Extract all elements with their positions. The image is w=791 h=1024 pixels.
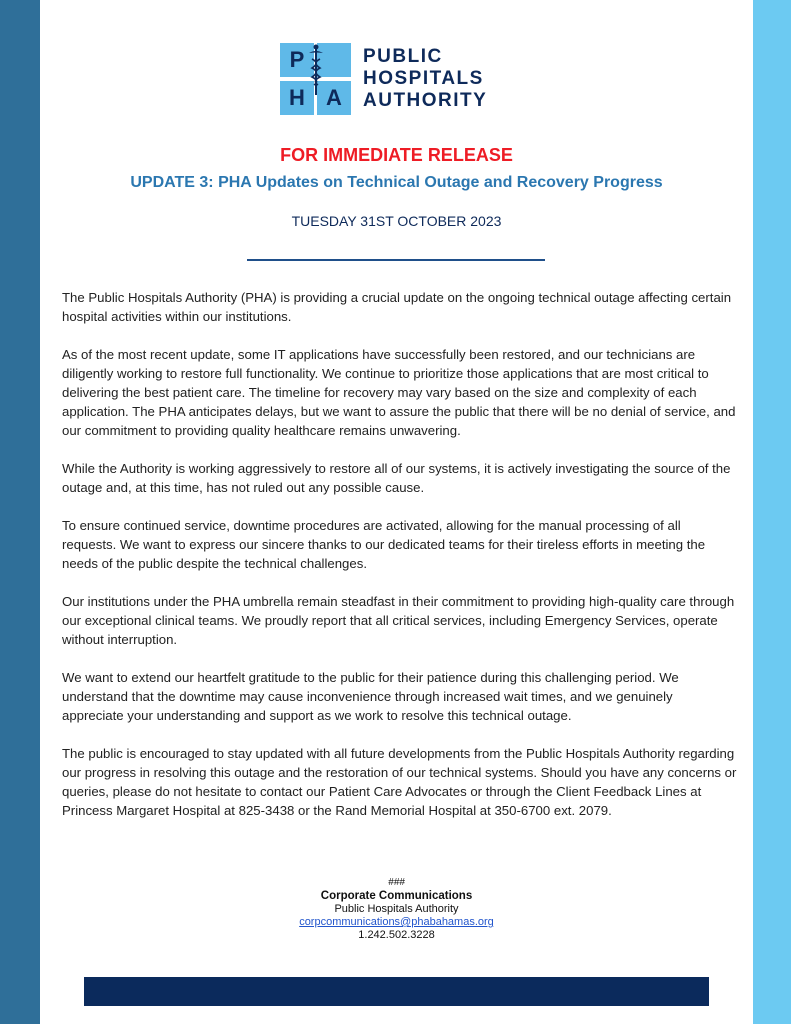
email-link[interactable]: corpcommunications@phabahamas.org <box>299 916 494 928</box>
logo-line-2: HOSPITALS <box>363 68 484 89</box>
pha-logo <box>280 43 580 116</box>
signature-block <box>40 876 753 942</box>
paragraph: The Public Hospitals Authority (PHA) is providing a crucial update on the ongoing technical outage affecting certain hospital activities within our institutions. <box>62 290 732 324</box>
press-release-page <box>40 0 753 1024</box>
end-marker: ### <box>388 877 405 888</box>
paragraph: The public is encouraged to stay updated with all future developments from the Public Hospitals Authority regarding our progress in resolving this outage and the restoration of our technical systems. Should you have any concerns or queries, please do not hesitate to contact our Patient Care Advocates or through the Client Feedback Lines at Princess Margaret Hospital at 825-3438 or the Rand Memorial Hospital at 350-6700 ext. 2079. <box>62 746 737 818</box>
organization-name: Public Hospitals Authority <box>334 903 459 915</box>
left-color-band <box>0 0 40 1024</box>
paragraph: Our institutions under the PHA umbrella remain steadfast in their commitment to providing high-quality care through our exceptional clinical teams. We proudly report that all critical services, including Emergency Services, operate without interruption. <box>62 594 735 647</box>
department-name: Corporate Communications <box>320 890 473 902</box>
caduceus-icon <box>308 43 324 116</box>
logo-letter-h: H <box>280 81 314 115</box>
logo-line-1: PUBLIC <box>363 46 443 67</box>
logo-line-3: AUTHORITY <box>363 90 488 111</box>
paragraph: As of the most recent update, some IT applications have successfully been restored, and our technicians are diligently working to restore full functionality. We continue to prioritize those applications that are most critical to delivering the best patient care. The timeline for recovery may vary based on the size and complexity of each application. The PHA anticipates delays, but we want to assure the public that there will be no denial of service, and our commitment to providing quality healthcare remains unwavering. <box>62 347 736 438</box>
release-label: FOR IMMEDIATE RELEASE <box>280 145 513 165</box>
paragraph: We want to extend our heartfelt gratitude to the public for their patience during this challenging period. We understand that the downtime may cause inconvenience through increased wait times, and we genuinely appreciate your understanding and support as we work to resolve this technical outage. <box>62 670 679 723</box>
headline: UPDATE 3: PHA Updates on Technical Outage and Recovery Progress <box>130 174 663 191</box>
paragraph: To ensure continued service, downtime procedures are activated, allowing for the manual processing of all requests. We want to express our sincere thanks to our dedicated teams for their tireless efforts in meeting the needs of the public despite the technical challenges. <box>62 518 706 571</box>
logo-grid <box>280 43 352 116</box>
right-color-band <box>753 0 791 1024</box>
footer-bar <box>84 977 709 1006</box>
logo-letter-p: P <box>280 43 314 77</box>
release-body <box>62 288 737 839</box>
release-date: TUESDAY 31ST OCTOBER 2023 <box>291 213 502 229</box>
phone-number: 1.242.502.3228 <box>358 929 435 941</box>
logo-letter-a: A <box>317 81 351 115</box>
logo-wordmark <box>363 46 487 112</box>
header-divider <box>247 259 545 261</box>
paragraph: While the Authority is working aggressively to restore all of our systems, it is actively investigating the source of the outage and, at this time, has not ruled out any possible cause. <box>62 461 731 495</box>
